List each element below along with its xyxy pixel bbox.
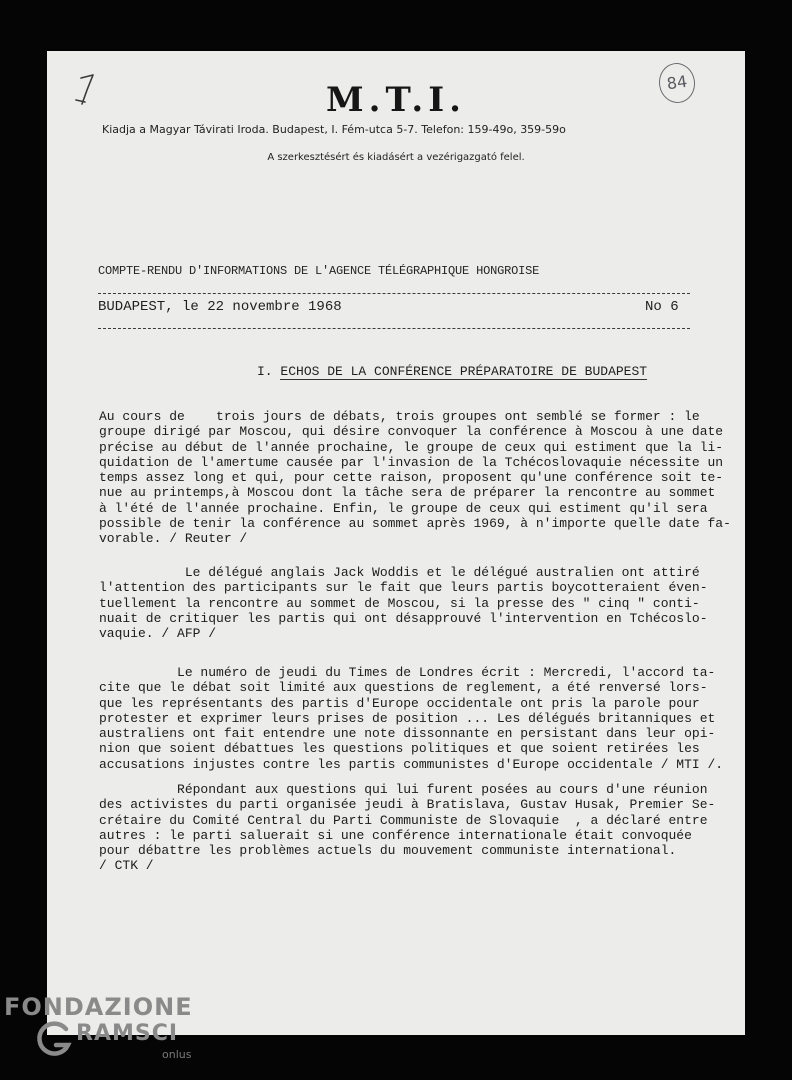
- report-title: COMPTE-RENDU D'INFORMATIONS DE L'AGENCE TÉLÉGRAPHIQUE HONGROISE: [98, 264, 540, 278]
- paragraph-reuter: Au cours de trois jours de débats, trois groupes ont semblé se former : le groupe dirigé par Moscou, qui désire convoquer la conférence à Moscou à une date précise au début de l'année prochaine, le groupe de ceux qui estiment que la li- quidation de l'amertume causée par l'invasion de la Tchécoslovaquie nécessite un temps assez long et qui, pour cette raison, proposent qu'une conférence soit te- nue au printemps,à Moscou dont la tâche sera de préparer la rencontre au sommet à l'été de l'année prochaine. Enfin, le groupe de ceux qui estiment qu'il sera possible de tenir la conférence au sommet après 1969, à n'importe quelle date fa- vorable. / Reuter /: [99, 409, 731, 547]
- watermark-line2: RAMSCI: [76, 1021, 179, 1046]
- paragraph-ctk: Répondant aux questions qui lui furent posées au cours d'une réunion des activistes du parti organisée jeudi à Bratislava, Gustav Husak, Premier Se- crétaire du Comité Central du Parti Communiste de Slovaquie , a déclaré entre autres : le parti saluerait si une conférence internationale était convoquée pour débattre les problèmes actuels du mouvement communiste international. / CTK /: [99, 782, 716, 874]
- publisher-line: Kiadja a Magyar Távirati Iroda. Budapest, I. Fém-utca 5-7. Telefon: 159-49o, 359-59o: [102, 123, 566, 136]
- archive-watermark: [4, 993, 204, 1073]
- paragraph-mti: Le numéro de jeudi du Times de Londres écrit : Mercredi, l'accord ta- cite que le débat soit limité aux questions de reglement, a été renversé lors- que les représentants des partis d'Europe occidentale ont pris la parole pour protester et exprimer leurs prises de position ... Les délégués britanniques et australiens ont fait entendre une note dissonnante en persistant dans leur opi- nion que soient débattues les questions politiques et que soient retirées les accusations injustes contre les partis communistes d'Europe occidentale / MTI /.: [99, 665, 724, 772]
- document-page: [47, 51, 745, 1035]
- watermark-suffix: onlus: [162, 1048, 192, 1061]
- divider-bottom: [98, 328, 690, 329]
- section-heading-text: ECHOS DE LA CONFÉRENCE PRÉPARATOIRE DE BUDAPEST: [280, 364, 648, 379]
- section-number: I.: [257, 364, 273, 379]
- responsibility-line: A szerkesztésért és kiadásért a vezérigazgató felel.: [267, 152, 525, 163]
- page-number-circle: 84: [656, 61, 697, 106]
- section-heading: [257, 364, 647, 379]
- issue-number: No 6: [645, 299, 679, 315]
- gramsci-g-icon: [34, 1019, 74, 1059]
- paragraph-afp: Le délégué anglais Jack Woddis et le délégué australien ont attiré l'attention des participants sur le fait que leurs partis boycotteraient éven- tuellement la rencontre au sommet de Moscou, si la presse des " cinq " conti- nuait de critiquer les partis qui ont désapprouvé l'intervention en Tchécoslo- vaquie. / AFP /: [99, 565, 708, 642]
- watermark-line1: FONDAZIONE: [4, 993, 193, 1021]
- mti-logo: M.T.I.: [326, 80, 466, 120]
- dateline: BUDAPEST, le 22 novembre 1968: [98, 299, 342, 315]
- divider-top: [98, 293, 690, 294]
